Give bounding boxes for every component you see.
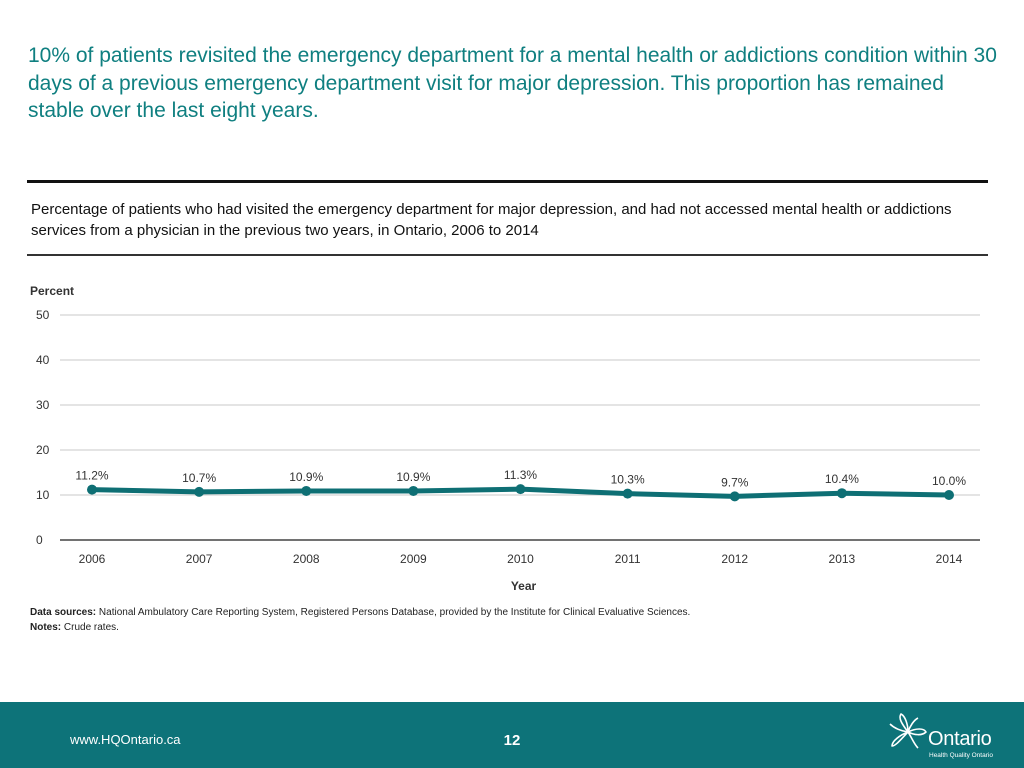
x-tick-label: 2009 — [400, 552, 427, 566]
data-sources-note — [30, 605, 930, 620]
notes-label: Notes: — [30, 622, 62, 633]
x-tick-label: 2012 — [721, 552, 749, 566]
x-axis-title: Year — [510, 579, 537, 593]
data-label: 10.9% — [289, 469, 324, 484]
x-tick-label: 2013 — [828, 552, 856, 566]
x-tick-label: 2007 — [185, 552, 213, 566]
y-tick-label: 10 — [36, 488, 50, 502]
data-point — [301, 486, 311, 496]
data-point — [194, 487, 204, 497]
data-point — [944, 490, 954, 500]
y-tick-label: 50 — [36, 308, 50, 322]
page-number: 12 — [503, 732, 521, 749]
data-label: 10.3% — [610, 472, 645, 487]
data-point — [516, 484, 526, 494]
notes-line — [30, 620, 930, 635]
x-tick-label: 2006 — [78, 552, 106, 566]
data-sources-label: Data sources: — [30, 607, 97, 618]
x-tick-label: 2014 — [935, 552, 963, 566]
y-axis-title: Percent — [30, 284, 75, 298]
x-tick-label: 2011 — [614, 552, 641, 566]
subtitle-divider — [27, 254, 988, 256]
data-point — [623, 489, 633, 499]
data-point — [837, 488, 847, 498]
trillium-icon — [888, 712, 928, 752]
data-label: 11.3% — [503, 468, 538, 483]
y-tick-label: 40 — [36, 353, 50, 367]
data-point — [87, 485, 97, 495]
y-tick-label: 30 — [36, 398, 50, 412]
data-label: 10.0% — [931, 474, 967, 488]
chart-notes — [30, 605, 930, 635]
notes-text: Crude rates. — [61, 622, 119, 633]
x-tick-label: 2008 — [292, 552, 320, 566]
data-point — [408, 486, 418, 496]
website-link[interactable]: www.HQOntario.ca — [70, 732, 181, 747]
data-label: 10.9% — [396, 469, 431, 484]
chart-subtitle: Percentage of patients who had visited the emergency department for major depression, and had not accessed mental health or addictions services from a physician in the previous two years, in Ontario, 2006 to 2014 — [31, 201, 952, 239]
data-label: 10.4% — [824, 472, 859, 487]
y-tick-label: 20 — [36, 443, 50, 457]
ontario-logo — [888, 710, 1008, 764]
footer-bar — [0, 702, 1024, 768]
line-chart — [0, 270, 1024, 605]
data-point — [730, 491, 740, 501]
data-label: 9.7% — [721, 475, 749, 490]
top-divider — [27, 180, 988, 183]
logo-wordmark: Ontario — [928, 728, 992, 750]
page-headline: 10% of patients revisited the emergency department for a mental health or addictions condition within 30 days of a previous emergency department visit for major depression. This proportion has remained stable over the last eight years. — [28, 44, 997, 122]
x-tick-label: 2010 — [507, 552, 534, 566]
data-label: 10.7% — [182, 470, 217, 485]
y-tick-label: 0 — [36, 533, 43, 547]
logo-tagline: Health Quality Ontario — [929, 752, 993, 759]
data-sources-text: National Ambulatory Care Reporting System, Registered Persons Database, provided by the Institute for Clinical Evaluative Sciences. — [96, 607, 691, 618]
data-label: 11.2% — [75, 468, 109, 483]
